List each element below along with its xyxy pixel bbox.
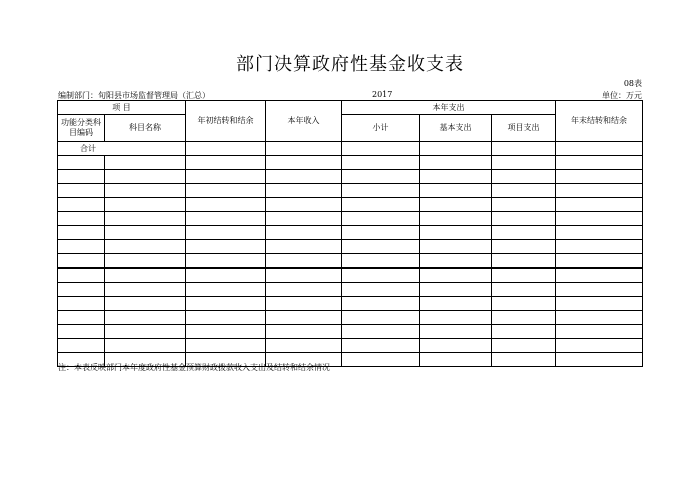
table-cell bbox=[266, 311, 342, 325]
table-row bbox=[58, 184, 643, 198]
table-cell bbox=[186, 142, 266, 156]
table-cell bbox=[186, 297, 266, 311]
table-cell bbox=[342, 226, 420, 240]
table-cell bbox=[186, 254, 266, 269]
table-row bbox=[58, 156, 643, 170]
table-cell bbox=[58, 297, 105, 311]
table-cell bbox=[105, 184, 186, 198]
fund-table bbox=[57, 100, 643, 367]
table-cell bbox=[420, 325, 492, 339]
table-cell bbox=[342, 170, 420, 184]
table-cell bbox=[105, 325, 186, 339]
report-meta bbox=[58, 90, 642, 100]
table-cell bbox=[266, 226, 342, 240]
table-cell bbox=[58, 198, 105, 212]
header-func-code: 功能分类科目编码 bbox=[58, 115, 105, 142]
table-cell bbox=[266, 240, 342, 254]
table-row bbox=[58, 212, 643, 226]
header-project-expense: 项目支出 bbox=[492, 115, 556, 142]
table-cell bbox=[266, 325, 342, 339]
table-cell bbox=[342, 339, 420, 353]
table-cell bbox=[342, 325, 420, 339]
table-cell bbox=[58, 156, 105, 170]
table-cell bbox=[420, 184, 492, 198]
table-cell bbox=[342, 156, 420, 170]
table-cell bbox=[186, 198, 266, 212]
table-number: 08表 bbox=[623, 79, 642, 88]
table-cell bbox=[186, 268, 266, 283]
table-cell bbox=[492, 212, 556, 226]
table-row bbox=[58, 240, 643, 254]
table-cell bbox=[105, 283, 186, 297]
table-cell bbox=[58, 212, 105, 226]
table-cell bbox=[420, 226, 492, 240]
footnote: 注：本表反映部门本年度政府性基金预算财政拨款收入支出及结转和结余情况 bbox=[58, 363, 330, 372]
table-row bbox=[58, 283, 643, 297]
table-cell bbox=[420, 142, 492, 156]
table-cell bbox=[186, 170, 266, 184]
table-cell bbox=[58, 311, 105, 325]
table-cell bbox=[342, 353, 420, 367]
compiling-department: 编制部门：旬阳县市场监督管理局（汇总） bbox=[58, 91, 210, 100]
table-cell bbox=[105, 254, 186, 269]
table-cell bbox=[58, 254, 105, 269]
table-cell bbox=[105, 297, 186, 311]
table-cell bbox=[266, 184, 342, 198]
table-cell bbox=[105, 170, 186, 184]
table-cell bbox=[105, 198, 186, 212]
header-begin-balance: 年初结转和结余 bbox=[186, 101, 266, 142]
header-item: 项 目 bbox=[58, 101, 186, 115]
table-row bbox=[58, 297, 643, 311]
table-cell bbox=[556, 297, 643, 311]
table-cell bbox=[186, 283, 266, 297]
unit-label: 单位：万元 bbox=[602, 91, 642, 100]
table-cell bbox=[105, 156, 186, 170]
table-cell bbox=[556, 240, 643, 254]
table-cell bbox=[266, 212, 342, 226]
header-subtotal: 小计 bbox=[342, 115, 420, 142]
report-year: 2017 bbox=[372, 90, 393, 99]
table-cell bbox=[105, 212, 186, 226]
header-basic-expense: 基本支出 bbox=[420, 115, 492, 142]
table-cell bbox=[186, 325, 266, 339]
table-cell bbox=[492, 142, 556, 156]
table-cell bbox=[186, 240, 266, 254]
table-cell bbox=[342, 142, 420, 156]
table-cell bbox=[266, 254, 342, 269]
table-cell bbox=[420, 339, 492, 353]
table-cell bbox=[58, 268, 105, 283]
table-cell bbox=[556, 339, 643, 353]
table-row bbox=[58, 339, 643, 353]
table-cell bbox=[556, 142, 643, 156]
table-cell bbox=[420, 268, 492, 283]
table-row bbox=[58, 198, 643, 212]
table-cell bbox=[342, 311, 420, 325]
table-cell bbox=[58, 184, 105, 198]
table-cell bbox=[420, 297, 492, 311]
table-cell bbox=[342, 198, 420, 212]
table-cell bbox=[492, 198, 556, 212]
table-row bbox=[58, 268, 643, 283]
table-cell bbox=[342, 184, 420, 198]
table-row bbox=[58, 170, 643, 184]
table-cell bbox=[556, 353, 643, 367]
table-cell bbox=[492, 240, 556, 254]
table-cell bbox=[105, 311, 186, 325]
table-cell bbox=[420, 156, 492, 170]
table-cell bbox=[492, 156, 556, 170]
table-cell bbox=[492, 311, 556, 325]
table-cell bbox=[58, 283, 105, 297]
table-cell bbox=[186, 212, 266, 226]
table-cell bbox=[186, 184, 266, 198]
table-cell bbox=[420, 311, 492, 325]
table-cell bbox=[266, 297, 342, 311]
table-cell bbox=[105, 240, 186, 254]
table-cell bbox=[58, 170, 105, 184]
table-cell bbox=[492, 283, 556, 297]
table-cell bbox=[492, 184, 556, 198]
table-cell bbox=[492, 325, 556, 339]
table-cell bbox=[556, 268, 643, 283]
table-cell bbox=[556, 226, 643, 240]
table-cell bbox=[556, 254, 643, 269]
table-cell bbox=[556, 311, 643, 325]
table-cell bbox=[105, 339, 186, 353]
table-cell bbox=[58, 226, 105, 240]
table-cell bbox=[556, 325, 643, 339]
table-cell bbox=[556, 283, 643, 297]
header-end-balance: 年末结转和结余 bbox=[556, 101, 643, 142]
table-cell bbox=[266, 339, 342, 353]
table-cell bbox=[420, 353, 492, 367]
table-cell bbox=[342, 254, 420, 269]
header-subject-name: 科目名称 bbox=[105, 115, 186, 142]
table-cell bbox=[492, 226, 556, 240]
table-row bbox=[58, 226, 643, 240]
table-cell bbox=[266, 198, 342, 212]
table-cell bbox=[492, 254, 556, 269]
table-cell bbox=[186, 311, 266, 325]
table-cell bbox=[556, 184, 643, 198]
table-cell bbox=[266, 156, 342, 170]
report-title: 部门决算政府性基金收支表 bbox=[236, 54, 464, 75]
table-row bbox=[58, 311, 643, 325]
table-cell bbox=[556, 156, 643, 170]
table-cell bbox=[342, 283, 420, 297]
table-cell bbox=[492, 339, 556, 353]
table-cell bbox=[342, 240, 420, 254]
table-cell bbox=[556, 212, 643, 226]
table-cell bbox=[58, 325, 105, 339]
table-cell bbox=[342, 268, 420, 283]
table-row bbox=[58, 325, 643, 339]
table-cell bbox=[492, 170, 556, 184]
table-cell bbox=[105, 226, 186, 240]
table-cell bbox=[556, 170, 643, 184]
table-cell bbox=[266, 170, 342, 184]
header-income: 本年收入 bbox=[266, 101, 342, 142]
table-cell bbox=[420, 254, 492, 269]
header-expense: 本年支出 bbox=[342, 101, 556, 115]
table-cell bbox=[266, 283, 342, 297]
table-cell bbox=[266, 268, 342, 283]
table-cell bbox=[186, 156, 266, 170]
table-cell bbox=[420, 170, 492, 184]
table-cell bbox=[186, 339, 266, 353]
table-cell bbox=[492, 268, 556, 283]
table-cell bbox=[492, 297, 556, 311]
table-cell bbox=[342, 297, 420, 311]
table-cell bbox=[556, 198, 643, 212]
table-cell bbox=[105, 268, 186, 283]
table-cell bbox=[342, 212, 420, 226]
table-cell bbox=[420, 212, 492, 226]
table-cell bbox=[186, 226, 266, 240]
table-cell bbox=[420, 198, 492, 212]
table-cell bbox=[58, 339, 105, 353]
table-row bbox=[58, 254, 643, 269]
table-cell bbox=[266, 142, 342, 156]
table-cell bbox=[492, 353, 556, 367]
table-cell bbox=[420, 240, 492, 254]
table-cell bbox=[420, 283, 492, 297]
total-label: 合计 bbox=[58, 142, 186, 156]
table-cell bbox=[58, 240, 105, 254]
